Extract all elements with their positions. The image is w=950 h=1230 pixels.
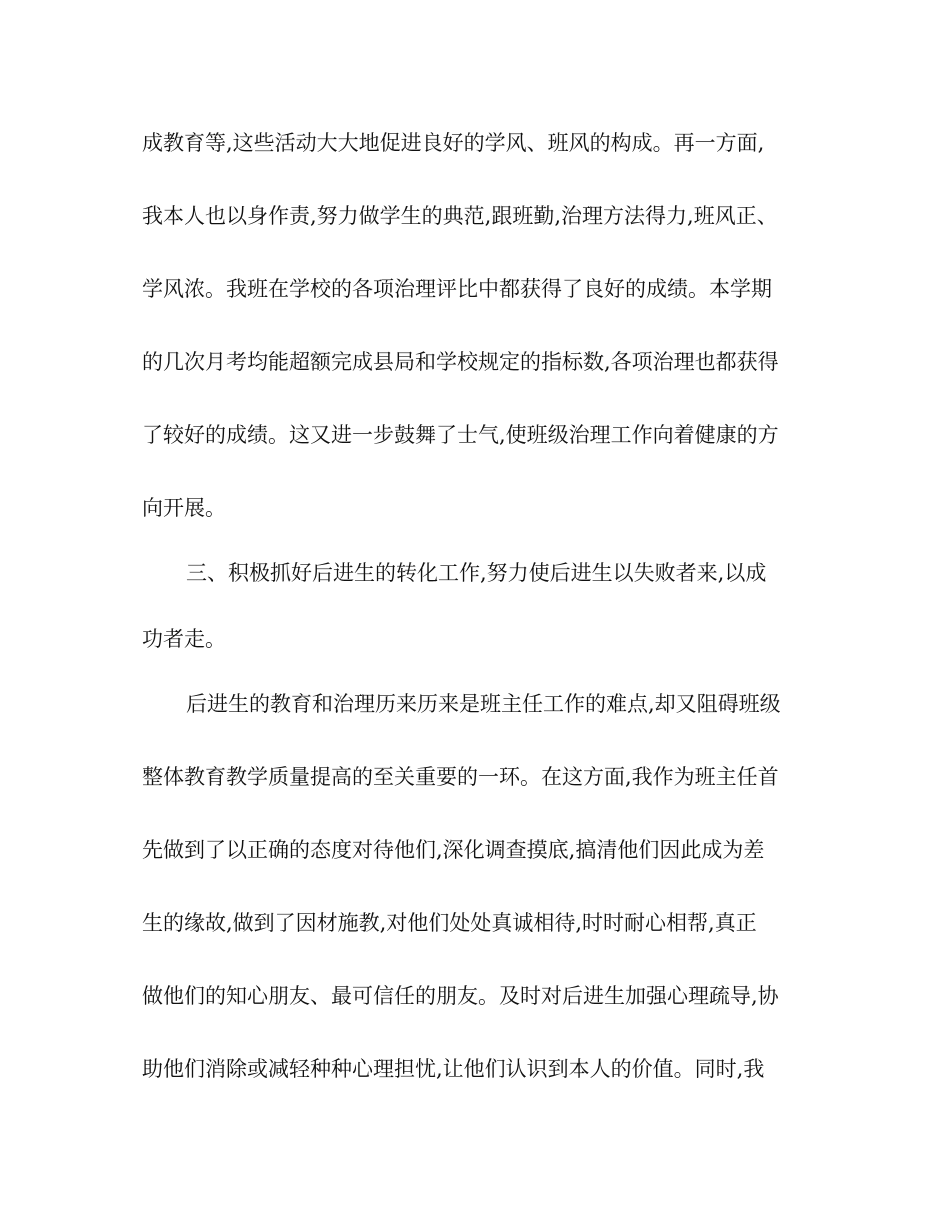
text-line-1: 成教育等,这些活动大大地促进良好的学风、班风的构成。再一方面, — [142, 131, 765, 155]
paragraph-line-3: 先做到了以正确的态度对待他们,深化调查摸底,搞清他们因此成为差 — [142, 838, 765, 862]
text-line-2: 我本人也以身作责,努力做学生的典范,跟班勤,治理方法得力,班风正、 — [142, 204, 778, 228]
text-line-5: 了较好的成绩。这又进一步鼓舞了士气,使班级治理工作向着健康的方 — [142, 423, 779, 447]
paragraph-line-6: 助他们消除或减轻种种心理担忧,让他们认识到本人的价值。同时,我 — [142, 1057, 765, 1081]
text-line-4: 的几次月考均能超额完成县局和学校规定的指标数,各项治理也都获得 — [142, 350, 779, 374]
text-line-3: 学风浓。我班在学校的各项治理评比中都获得了良好的成绩。本学期 — [142, 277, 772, 301]
paragraph-line-4: 生的缘故,做到了因材施教,对他们处处真诚相待,时时耐心相帮,真正 — [142, 911, 757, 935]
section-heading-line-2: 功者走。 — [142, 627, 226, 651]
paragraph-line-2: 整体教育教学质量提高的至关重要的一环。在这方面,我作为班主任首 — [142, 765, 779, 789]
text-line-6: 向开展。 — [142, 496, 226, 520]
paragraph-line-1: 后进生的教育和治理历来历来是班主任工作的难点,却又阻碍班级 — [186, 692, 781, 716]
paragraph-line-5: 做他们的知心朋友、最可信任的朋友。及时对后进生加强心理疏导,协 — [142, 984, 779, 1008]
section-heading-line-1: 三、积极抓好后进生的转化工作,努力使后进生以失败者来,以成 — [186, 561, 767, 585]
